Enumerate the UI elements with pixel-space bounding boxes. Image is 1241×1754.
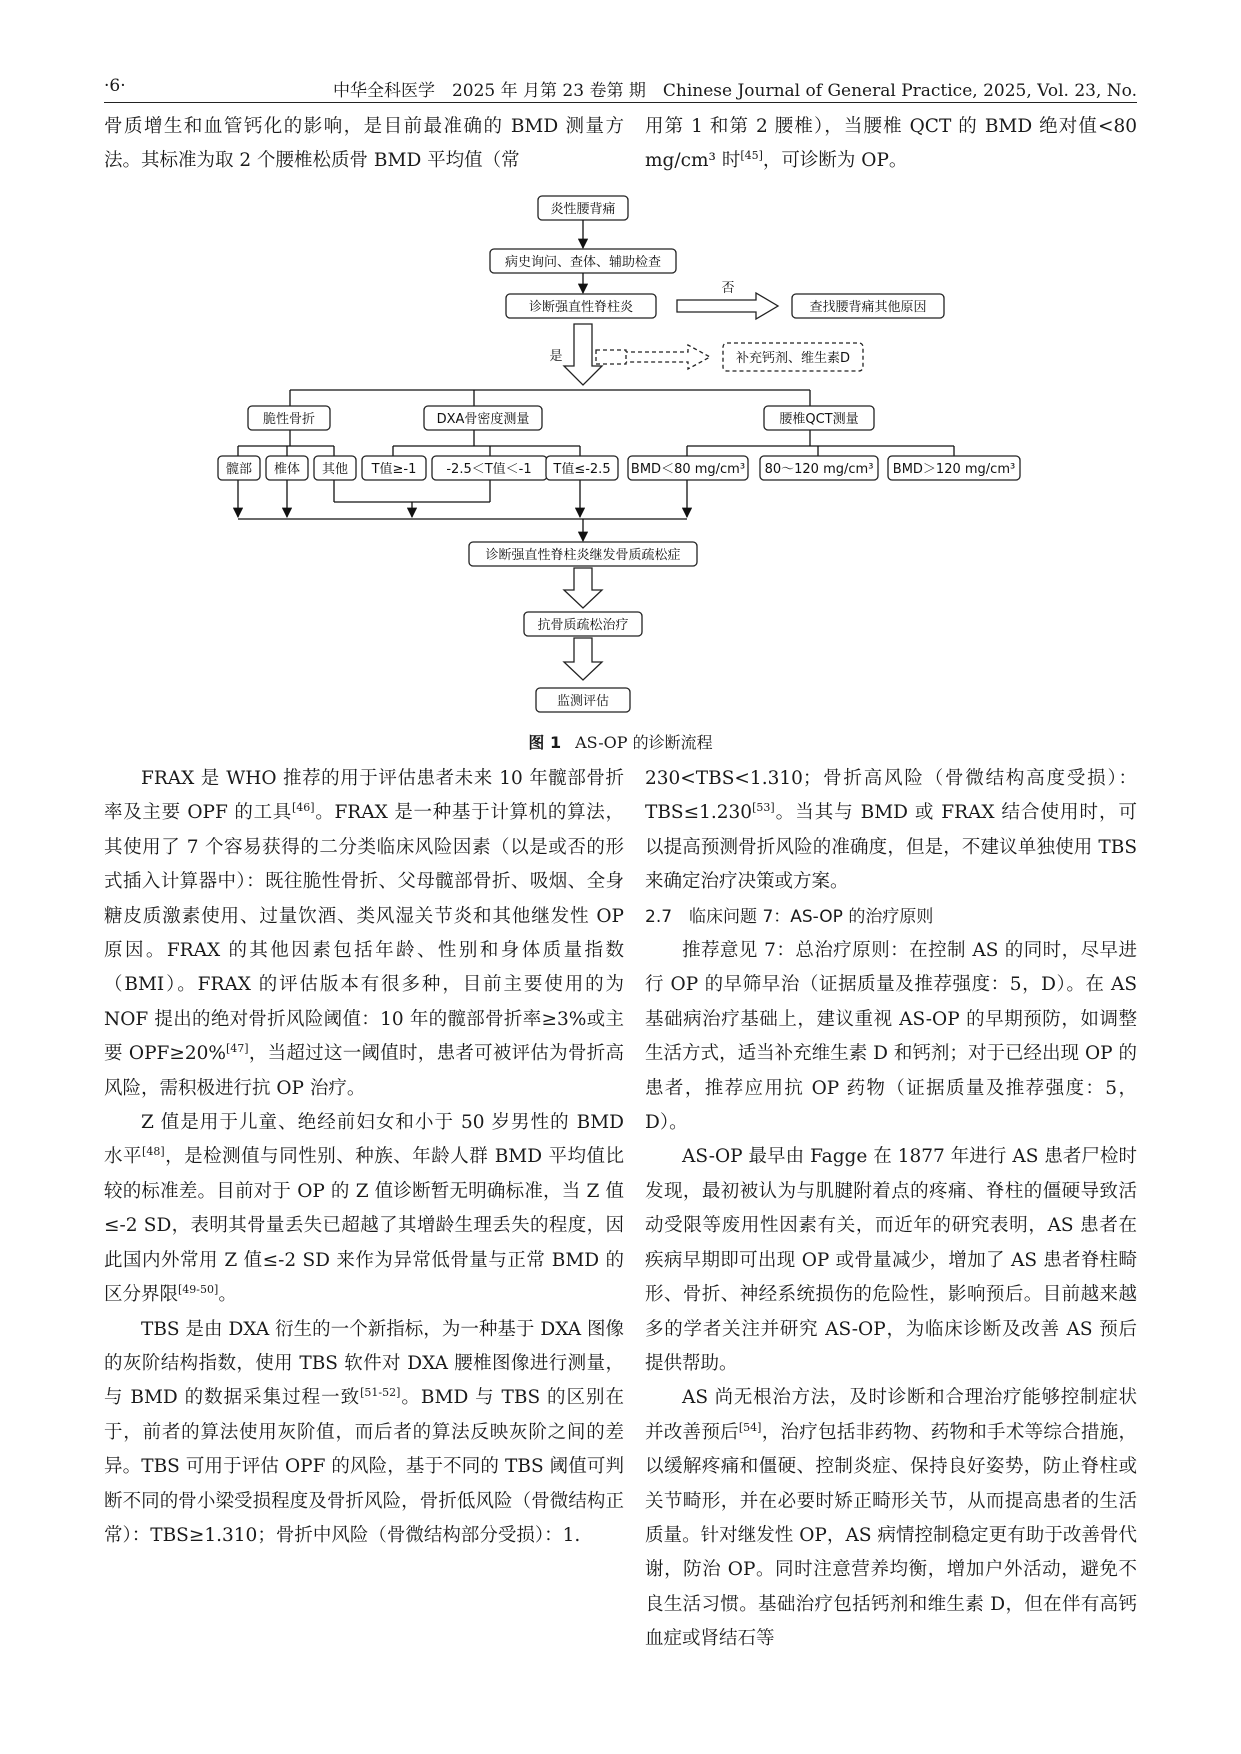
- paragraph-recommendation: 推荐意见 7：总治疗原则：在控制 AS 的同时，尽早进行 OP 的早筛早治（证据质量及推荐强度：5，D）。在 AS 基础病治疗基础上，建议重视 AS-OP 的早期预防，如调整生活方式，适当补充维生素 D 和钙剂；对于已经出现 OP 的患者，推荐应用抗 OP 药物（证据质量及推荐强度：5，D）。: [645, 940, 1137, 1134]
- paragraph-tbs-cont: [645, 762, 1137, 900]
- other-label: 其他: [321, 462, 349, 477]
- supplement-left-box: [596, 350, 626, 364]
- flowchart: [0, 188, 1241, 728]
- citation: [46]: [291, 801, 315, 815]
- fracture-label: 脆性骨折: [262, 412, 316, 427]
- citation: [54]: [738, 1420, 762, 1434]
- text: 用第 1 和第 2 腰椎），当腰椎 QCT 的 BMD 绝对值<80 mg/cm³ 时: [645, 116, 1137, 172]
- t1-label: T值≥-1: [371, 462, 417, 477]
- page-number: ·6·: [104, 76, 126, 96]
- citation: [53]: [752, 801, 775, 815]
- citation: [48]: [142, 1145, 165, 1159]
- paragraph-as-op-history: AS-OP 最早由 Fagge 在 1877 年进行 AS 患者尸检时发现，最初被认为与肌腱附着点的疼痛、脊柱的僵硬导致活动受限等废用性因素有关，而近年的研究表明，AS 患者在疾病早期即可出现 OP 或骨量减少，增加了 AS 患者脊柱畸形、骨折、神经系统损伤的危险性，影响预后。目前越来越多的学者关注并研究 AS-OP，为临床诊断及改善 AS 预后提供帮助。: [645, 1146, 1137, 1374]
- top-left-paragraph: 骨质增生和血管钙化的影响，是目前最准确的 BMD 测量方法。其标准为取 2 个腰椎松质骨 BMD 平均值（常: [104, 116, 624, 172]
- text: FRAX 是 WHO 推荐的用于评估患者未来 10 年髋部骨折率及主要 OPF 的工具: [104, 768, 624, 824]
- text: 。FRAX 是一种基于计算机的算法，其使用了 7 个容易获得的二分类临床风险因素（以是或否的形式插入计算器中）：既往脆性骨折、父母髋部骨折、吸烟、全身糖皮质激素使用、过量饮酒、类风湿关节炎和其他继发性 OP 原因。FRAX 的其他因素包括年龄、性别和身体质量指数（BMI）。FRAX 的评估版本有很多种，目前主要使用的为 NOF 提出的绝对骨折风险阈值：10 年的髋部骨折率≥3%或主要 OPF≥20%: [104, 802, 624, 1065]
- b3-label: BMD＞120 mg/cm³: [892, 462, 1016, 477]
- text: ，是检测值与同性别、种族、年龄人群 BMD 平均值比较的标准差。目前对于 OP 的 Z 值诊断暂无明确标准，当 Z 值≤-2 SD，表明其骨量丢失已超越了其增龄生理丢失的程度，因此国内外常用 Z 值≤-2 SD 来作为异常低骨量与正常 BMD 的区分界限: [104, 1146, 624, 1306]
- figure-title: AS-OP 的诊断流程: [575, 733, 713, 752]
- text: ，治疗包括非药物、药物和手术等综合措施，以缓解疼痛和僵硬、控制炎症、保持良好姿势，防止脊柱或关节畸形，并在必要时矫正畸形关节，从而提高患者的生活质量。针对继发性 OP，AS 病情控制稳定更有助于改善骨代谢，防治 OP。同时注意营养均衡，增加户外活动，避免不良生活习惯。基础治疗包括钙剂和维生素 D，但在伴有高钙血症或肾结石等: [645, 1421, 1137, 1650]
- arrow-to-treatment: [564, 568, 602, 608]
- section-heading: 2.7 临床问题 7：AS-OP 的治疗原则: [645, 906, 934, 927]
- paragraph-treatment: [645, 1381, 1137, 1656]
- treatment-label: 抗骨质疏松治疗: [537, 618, 629, 633]
- text: AS 尚无根治方法，及时诊断和合理治疗能够控制症状并改善预后: [645, 1387, 1137, 1443]
- paragraph-tbs: [104, 1313, 624, 1554]
- citation: [47]: [226, 1042, 249, 1056]
- arrow-to-monitor: [564, 638, 602, 680]
- yes-label: 是: [549, 349, 563, 364]
- citation: [51-52]: [360, 1386, 401, 1400]
- paragraph-frax: [104, 762, 624, 1106]
- supplement-label: 补充钙剂、维生素D: [735, 351, 851, 366]
- left-column: [104, 762, 624, 1553]
- no-arrow: [677, 293, 778, 319]
- figure-caption: [0, 730, 1241, 753]
- journal-info: 中华全科医学 2025 年 月第 23 卷第 期 Chinese Journal of General Practice, 2025, Vol. 23, No.: [332, 81, 1137, 101]
- diagnose-as-label: 诊断强直性脊柱炎: [528, 300, 634, 315]
- top-left-text: [104, 110, 624, 179]
- vertebra-label: 椎体: [273, 462, 301, 477]
- other-causes-label: 查找腰背痛其他原因: [809, 300, 927, 315]
- b1-label: BMD＜80 mg/cm³: [630, 462, 746, 477]
- running-header: [104, 72, 1137, 103]
- hip-label: 髋部: [225, 462, 253, 477]
- text: 。当其与 BMD 或 FRAX 结合使用时，可以提高预测骨折风险的准确度，但是，不建议单独使用 TBS 来确定治疗决策或方案。: [645, 802, 1137, 893]
- text: 。: [218, 1284, 237, 1306]
- history-label: 病史询问、查体、辅助检查: [504, 255, 662, 270]
- right-column: [645, 762, 1137, 1657]
- monitor-label: 监测评估: [556, 694, 610, 709]
- text: TBS 是由 DXA 衍生的一个新指标，为一种基于 DXA 图像的灰阶结构指数，使用 TBS 软件对 DXA 腰椎图像进行测量，与 BMD 的数据采集过程一致: [104, 1318, 624, 1409]
- text: ，可诊断为 OP。: [762, 150, 908, 172]
- top-right-paragraph: [645, 110, 1137, 179]
- qct-label: 腰椎QCT测量: [779, 412, 859, 427]
- start-label: 炎性腰背痛: [550, 202, 616, 217]
- text: 230<TBS<1.310；骨折高风险（骨微结构高度受损）：TBS≤1.230: [645, 768, 1137, 824]
- dxa-label: DXA骨密度测量: [436, 412, 530, 427]
- b2-label: 80～120 mg/cm³: [764, 462, 874, 477]
- citation: [45]: [740, 149, 763, 163]
- paragraph-z-score: [104, 1106, 624, 1312]
- diagnosis-label: 诊断强直性脊柱炎继发骨质疏松症: [485, 548, 681, 563]
- no-label: 否: [721, 281, 735, 296]
- top-right-text: [645, 110, 1137, 179]
- text: 。BMD 与 TBS 的区别在于，前者的算法使用灰阶值，而后者的算法反映灰阶之间的差异。TBS 可用于评估 OPF 的风险，基于不同的 TBS 阈值可判断不同的骨小梁受损程度及骨折风险，骨折低风险（骨微结构正常）：TBS≥1.310；骨折中风险（骨微结构部分受损）：1.: [104, 1387, 625, 1546]
- figure-label: 图 1: [528, 733, 562, 752]
- t2-label: -2.5＜T值＜-1: [446, 462, 532, 477]
- text: Z 值是用于儿童、绝经前妇女和小于 50 岁男性的 BMD 水平: [104, 1112, 624, 1168]
- t3-label: T值≤-2.5: [553, 462, 611, 477]
- text: ，当超过这一阈值时，患者可被评估为骨折高风险，需积极进行抗 OP 治疗。: [104, 1043, 624, 1099]
- citation: [49-50]: [178, 1282, 219, 1296]
